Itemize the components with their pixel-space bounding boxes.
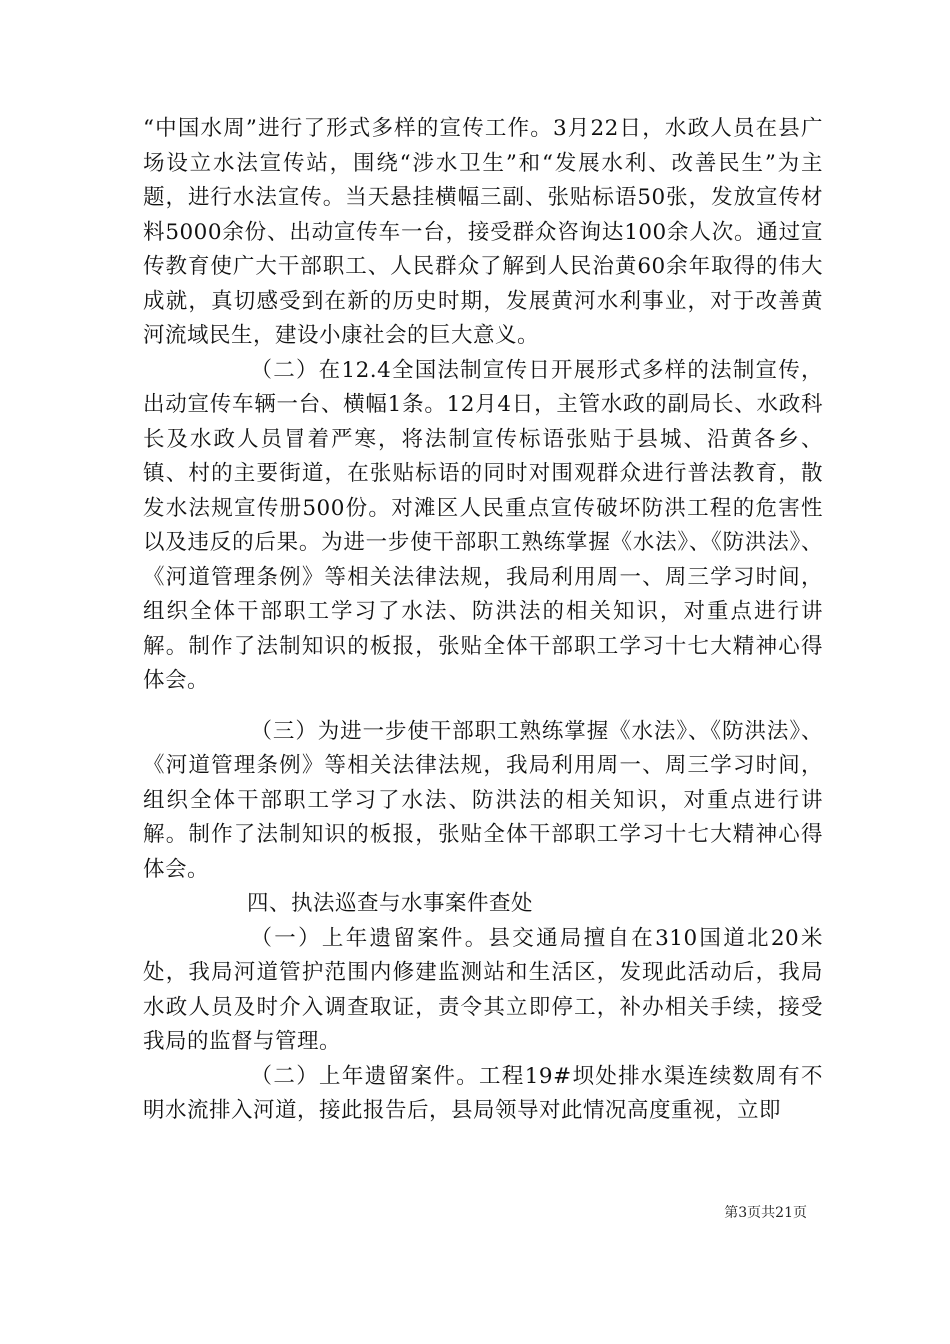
page-number: 第3页共21页: [724, 1205, 807, 1221]
section-heading-inspection: 四、执法巡查与水事案件查处: [247, 891, 534, 916]
paragraph-case-one: （一）上年遗留案件。县交通局擅自在310国道北20米处，我局河道管护范围内修建监测站和生活区，发现此活动后，我局水政人员及时介入调查取证，责令其立即停工，补办相关手续，接受我局的监督与管理。: [143, 925, 823, 1054]
paragraph-case-two: （二）上年遗留案件。工程19#坝处排水渠连续数周有不明水流排入河道，接此报告后，县局领导对此情况高度重视，立即: [143, 1063, 823, 1123]
paragraph-legal-day: （二）在12.4全国法制宣传日开展形式多样的法制宣传，出动宣传车辆一台、横幅1条。12月4日，主管水政的副局长、水政科长及水政人员冒着严寒，将法制宣传标语张贴于县城、沿黄各乡、镇、村的主要街道，在张贴标语的同时对围观群众进行普法教育，散发水法规宣传册500份。对滩区人民重点宣传破坏防洪工程的危害性以及违反的后果。为进一步使干部职工熟练掌握《水法》、《防洪法》、《河道管理条例》等相关法律法规，我局利用周一、周三学习时间，组织全体干部职工学习了水法、防洪法的相关知识，对重点进行讲解。制作了法制知识的板报，张贴全体干部职工学习十七大精神心得体会。: [143, 357, 824, 693]
body-text: [143, 112, 823, 1129]
paragraph-study: （三）为进一步使干部职工熟练掌握《水法》、《防洪法》、《河道管理条例》等相关法律法规，我局利用周一、周三学习时间，组织全体干部职工学习了水法、防洪法的相关知识，对重点进行讲解。制作了法制知识的板报，张贴全体干部职工学习十七大精神心得体会。: [143, 718, 823, 882]
paragraph-water-week: “中国水周”进行了形式多样的宣传工作。3月22日，水政人员在县广场设立水法宣传站，围绕“涉水卫生”和“发展水利、改善民生”为主题，进行水法宣传。当天悬挂横幅三副、张贴标语50张，发放宣传材料5000余份、出动宣传车一台，接受群众咨询达100余人次。通过宣传教育使广大干部职工、人民群众了解到人民治黄60余年取得的伟大成就，真切感受到在新的历史时期，发展黄河水利事业，对于改善黄河流域民生，建设小康社会的巨大意义。: [143, 116, 823, 348]
